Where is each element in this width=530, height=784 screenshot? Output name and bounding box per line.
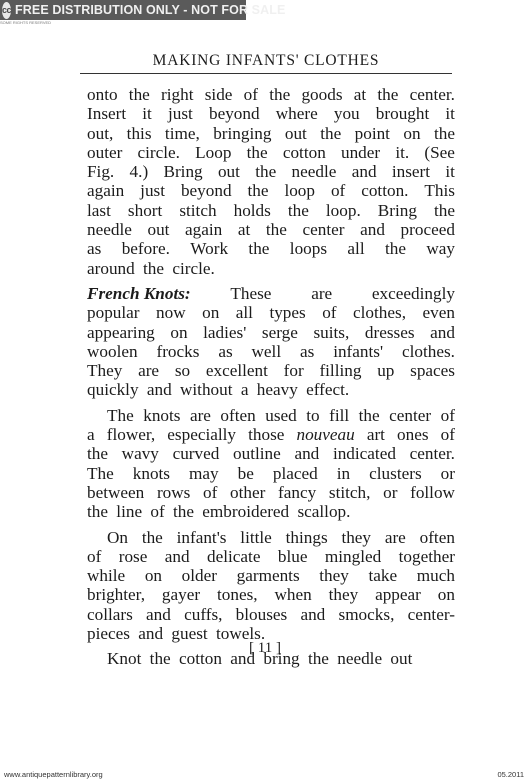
text-line: the wavy curved outline and indicated center. [87,444,455,464]
text-line: pieces and guest towels. [87,624,266,644]
text-line: onto the right side of the goods at the center. [87,85,455,104]
text-line: a flower, especially those nouveau art ones of [87,425,455,445]
text-line: as before. Work the loops all the way [87,239,455,259]
text-line: Insert it just beyond where you brought it [87,104,455,124]
section-lead-heading: French Knots: [87,283,191,303]
running-head: MAKING INFANTS' CLOTHES [152,52,380,69]
text-line: while on older garments they take much [87,566,455,586]
license-banner [0,0,286,20]
text-line: brighter, gayer tones, when they appear on [87,585,455,605]
text-line: needle out again at the center and proceed [87,220,455,240]
text-line: The knots may be placed in clusters or [87,463,455,483]
text-line: Fig. 4.) Bring out the needle and insert it [87,162,455,182]
footer-url: www.antiquepatternlibrary.org [4,770,103,779]
text-line: collars and cuffs, blouses and smocks, center- [87,604,455,624]
text-line: around the circle. [87,258,215,278]
license-small-text: SOME RIGHTS RESERVED [0,20,52,25]
text-line: quickly and without a heavy effect. [87,380,350,400]
text-line: French Knots: These are exceedingly [87,283,455,303]
text-line: of rose and delicate blue mingled together [87,546,455,566]
footer-date: 05.2011 [497,770,524,779]
text-line: appearing on ladies' serge suits, dresses and [87,322,455,342]
text-line: between rows of other fancy stitch, or follow [87,482,455,502]
text-line: out, this time, bringing out the point on the [87,123,455,143]
text-line: popular now on all types of clothes, even [87,303,455,323]
text-line: outer circle. Loop the cotton under it. (See [87,142,455,162]
text-line: the line of the embroidered scallop. [87,502,351,522]
text-line: They are so excellent for filling up spaces [87,361,455,381]
license-banner-text: FREE DISTRIBUTION ONLY - NOT FOR SALE [15,3,286,17]
body-text [87,85,455,669]
text-line: The knots are often used to fill the center of [107,405,455,425]
header-rule [80,73,452,74]
creative-commons-icon: cc [2,2,11,19]
text-line: On the infant's little things they are often [107,527,455,547]
text-line: Knot the cotton and bring the needle out [107,649,413,669]
page-number: [ 11 ] [249,640,281,656]
text-line: again just beyond the loop of cotton. This [87,181,455,201]
text-line: woolen frocks as well as infants' clothes. [87,341,455,361]
text-line: last short stitch holds the loop. Bring the [87,200,455,220]
